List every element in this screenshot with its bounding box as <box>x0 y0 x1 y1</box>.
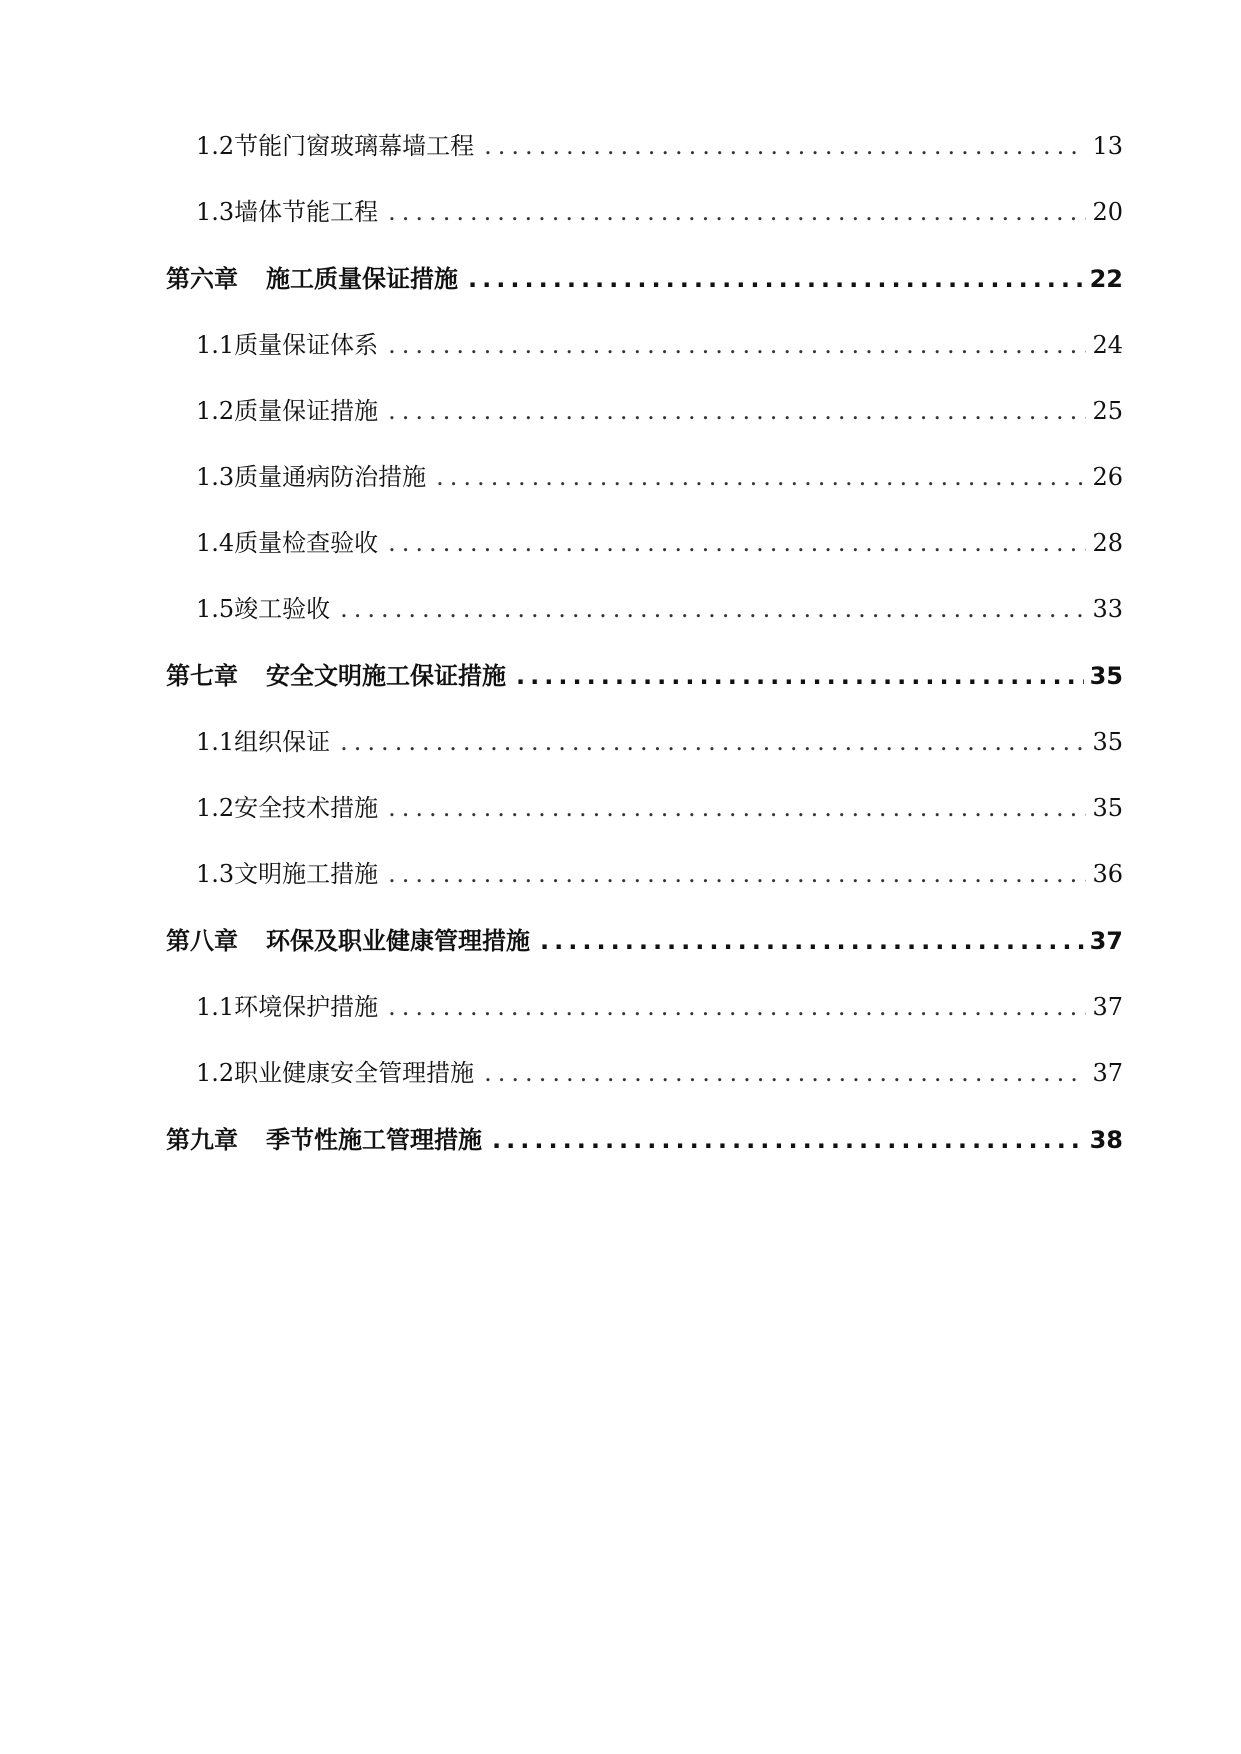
toc-entry-title: 质量保证措施 <box>234 397 379 425</box>
toc-chapter-title: 施工质量保证措施 <box>266 265 458 293</box>
toc-page-number: 37 <box>1092 993 1123 1021</box>
toc-entry-title: 组织保证 <box>234 728 331 756</box>
toc-entry[interactable] <box>196 391 1123 431</box>
toc-page-number: 33 <box>1092 595 1123 623</box>
toc-entry[interactable] <box>196 325 1123 365</box>
toc-entry-number: 1.2 <box>196 397 235 425</box>
toc-entry-title: 墙体节能工程 <box>234 198 379 226</box>
toc-entry-number: 1.3 <box>196 463 235 491</box>
dot-leader <box>340 589 1086 629</box>
dot-leader <box>516 656 1084 696</box>
toc-page-number: 35 <box>1089 662 1123 690</box>
dot-leader <box>388 854 1086 894</box>
dot-leader <box>340 722 1086 762</box>
dot-leader <box>388 391 1086 431</box>
toc-chapter-entry[interactable] <box>166 1120 1123 1160</box>
toc-entry[interactable] <box>196 523 1123 563</box>
toc-entry-number: 1.1 <box>196 993 235 1021</box>
dot-leader <box>484 126 1086 166</box>
dot-leader <box>388 987 1086 1027</box>
toc-entry-number: 1.5 <box>196 595 235 623</box>
toc-page-number: 25 <box>1092 397 1123 425</box>
dot-leader <box>468 259 1084 299</box>
dot-leader <box>388 325 1086 365</box>
toc-chapter-number: 第六章 <box>166 265 238 293</box>
toc-chapter-entry[interactable] <box>166 921 1123 961</box>
toc-entry-title: 节能门窗玻璃幕墙工程 <box>234 132 475 160</box>
toc-chapter-title: 环保及职业健康管理措施 <box>266 927 530 955</box>
toc-entry[interactable] <box>196 192 1123 232</box>
toc-page-number: 13 <box>1092 132 1123 160</box>
toc-entry[interactable] <box>196 589 1123 629</box>
toc-chapter-number: 第九章 <box>166 1126 238 1154</box>
toc-entry-number: 1.3 <box>196 860 235 888</box>
toc-entry[interactable] <box>196 987 1123 1027</box>
toc-entry-title: 环境保护措施 <box>234 993 379 1021</box>
toc-entry-number: 1.4 <box>196 529 235 557</box>
toc-entry-title: 竣工验收 <box>234 595 331 623</box>
toc-chapter-title: 季节性施工管理措施 <box>266 1126 482 1154</box>
dot-leader <box>388 788 1086 828</box>
toc-chapter-title: 安全文明施工保证措施 <box>266 662 506 690</box>
toc-entry-number: 1.1 <box>196 331 235 359</box>
toc-entry-title: 职业健康安全管理措施 <box>234 1059 475 1087</box>
toc-entry-number: 1.2 <box>196 132 235 160</box>
toc-entry[interactable] <box>196 126 1123 166</box>
toc-page-number: 37 <box>1092 1059 1123 1087</box>
toc-chapter-number: 第七章 <box>166 662 238 690</box>
toc-page-number: 26 <box>1092 463 1123 491</box>
toc-chapter-entry[interactable] <box>166 259 1123 299</box>
toc-entry-number: 1.2 <box>196 1059 235 1087</box>
toc-page-number: 24 <box>1092 331 1123 359</box>
toc-entry[interactable] <box>196 1053 1123 1093</box>
toc-page-number: 36 <box>1092 860 1123 888</box>
dot-leader <box>492 1120 1084 1160</box>
toc-page-number: 20 <box>1092 198 1123 226</box>
toc-entry-title: 文明施工措施 <box>234 860 379 888</box>
dot-leader <box>436 457 1086 497</box>
dot-leader <box>388 192 1086 232</box>
toc-page-number: 35 <box>1092 794 1123 822</box>
toc-entry[interactable] <box>196 722 1123 762</box>
toc-page-number: 35 <box>1092 728 1123 756</box>
toc-entry-title: 质量保证体系 <box>234 331 379 359</box>
toc-entry[interactable] <box>196 457 1123 497</box>
toc-entry-title: 质量检查验收 <box>234 529 379 557</box>
toc-page-number: 37 <box>1089 927 1123 955</box>
toc-page-number: 28 <box>1092 529 1123 557</box>
toc-entry-number: 1.2 <box>196 794 235 822</box>
toc-page-number: 22 <box>1089 265 1123 293</box>
dot-leader <box>540 921 1084 961</box>
dot-leader <box>484 1053 1086 1093</box>
toc-entry[interactable] <box>196 854 1123 894</box>
toc-entry-title: 安全技术措施 <box>234 794 379 822</box>
toc-entry-title: 质量通病防治措施 <box>234 463 427 491</box>
toc-chapter-entry[interactable] <box>166 656 1123 696</box>
toc-chapter-number: 第八章 <box>166 927 238 955</box>
dot-leader <box>388 523 1086 563</box>
toc-entry-number: 1.3 <box>196 198 235 226</box>
toc-page-number: 38 <box>1089 1126 1123 1154</box>
toc-entry[interactable] <box>196 788 1123 828</box>
toc-entry-number: 1.1 <box>196 728 235 756</box>
